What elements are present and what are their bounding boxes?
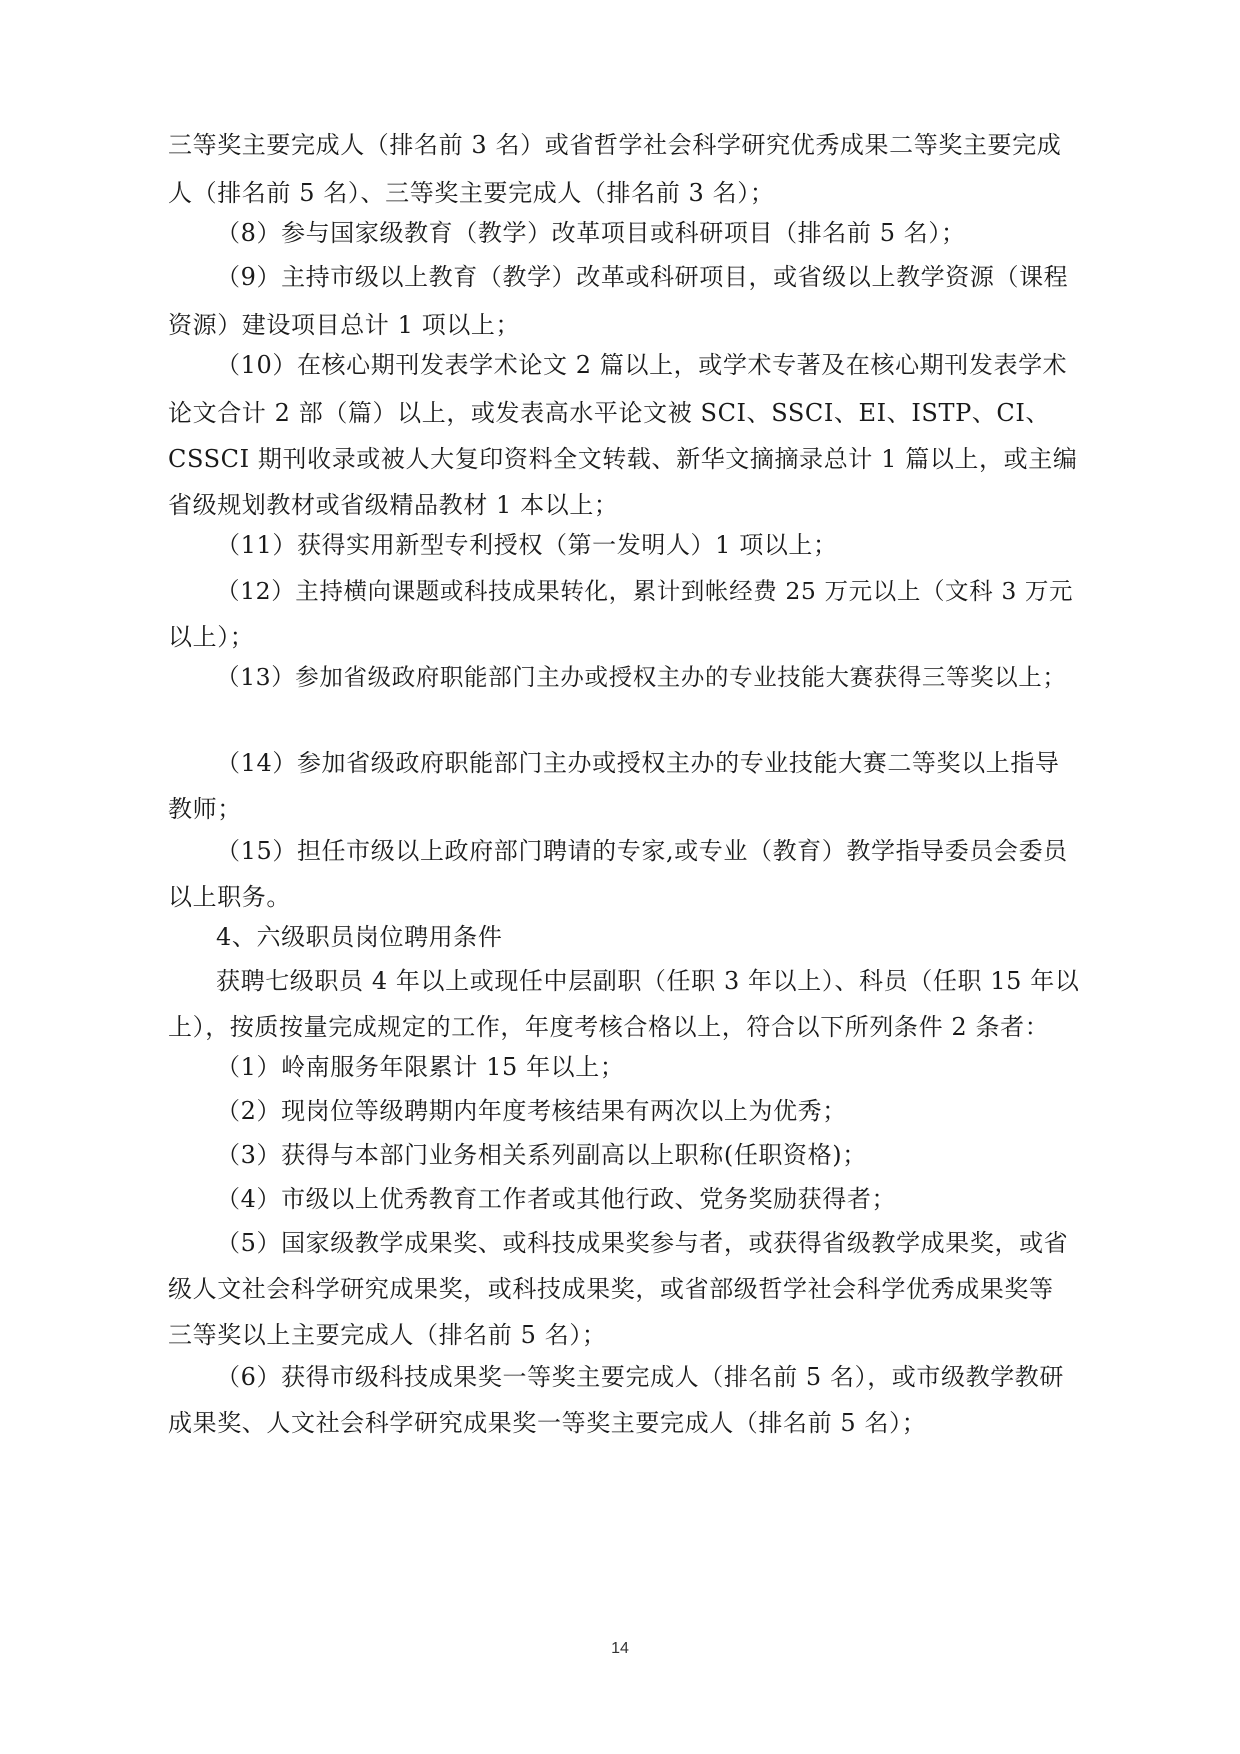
text-line: （11）获得实用新型专利授权（第一发明人）1 项以上； (216, 531, 838, 559)
text-line: （8）参与国家级教育（教学）改革项目或科研项目（排名前 5 名）； (216, 219, 966, 247)
text-line: （10）在核心期刊发表学术论文 2 篇以上，或学术专著及在核心期刊发表学术 (216, 351, 1068, 379)
text-line: 以上）； (168, 623, 255, 651)
text-line: （3）获得与本部门业务相关系列副高以上职称(任职资格)； (216, 1141, 867, 1169)
text-line: CSSCI 期刊收录或被人大复印资料全文转载、新华文摘摘录总计 1 篇以上，或主编 (168, 445, 1078, 473)
text-line: 级人文社会科学研究成果奖，或科技成果奖，或省部级哲学社会科学优秀成果奖等 (168, 1275, 1054, 1303)
text-line: 人（排名前 5 名）、三等奖主要完成人（排名前 3 名）； (168, 179, 775, 207)
text-line: 论文合计 2 部（篇）以上，或发表高水平论文被 SCI、SSCI、EI、ISTP、CI、 (168, 399, 1051, 427)
text-line: 上），按质按量完成规定的工作，年度考核合格以上，符合以下所列条件 2 条者： (168, 1013, 1050, 1041)
text-line: （2）现岗位等级聘期内年度考核结果有两次以上为优秀； (216, 1097, 847, 1125)
text-line: 获聘七级职员 4 年以上或现任中层副职（任职 3 年以上）、科员（任职 15 年以 (216, 967, 1080, 995)
text-line: （4）市级以上优秀教育工作者或其他行政、党务奖励获得者； (216, 1185, 897, 1213)
text-line: 省级规划教材或省级精品教材 1 本以上； (168, 491, 619, 519)
text-line: （14）参加省级政府职能部门主办或授权主办的专业技能大赛二等奖以上指导 (216, 749, 1060, 777)
text-line: 三等奖以上主要完成人（排名前 5 名）； (168, 1321, 607, 1349)
text-line: （5）国家级教学成果奖、或科技成果奖参与者，或获得省级教学成果奖，或省 (216, 1229, 1069, 1257)
text-line: （15）担任市级以上政府部门聘请的专家,或专业（教育）教学指导委员会委员 (216, 837, 1068, 865)
text-line: （9）主持市级以上教育（教学）改革或科研项目，或省级以上教学资源（课程 (216, 263, 1069, 291)
text-line: 资源）建设项目总计 1 项以上； (168, 311, 521, 339)
text-line: 教师； (168, 795, 242, 823)
text-line: （12）主持横向课题或科技成果转化，累计到帐经费 25 万元以上（文科 3 万元 (216, 577, 1074, 605)
text-line: 成果奖、人文社会科学研究成果奖一等奖主要完成人（排名前 5 名）； (168, 1409, 927, 1437)
text-line: （13）参加省级政府职能部门主办或授权主办的专业技能大赛获得三等奖以上； (216, 663, 1067, 691)
text-line: 三等奖主要完成人（排名前 3 名）或省哲学社会科学研究优秀成果二等奖主要完成 (168, 131, 1062, 159)
text-line: （1）岭南服务年限累计 15 年以上； (216, 1053, 625, 1081)
page-number: 14 (611, 1640, 629, 1657)
section-heading: 4、六级职员岗位聘用条件 (216, 923, 503, 951)
text-line: （6）获得市级科技成果奖一等奖主要完成人（排名前 5 名），或市级教学教研 (216, 1363, 1064, 1391)
text-line: 以上职务。 (168, 883, 291, 911)
